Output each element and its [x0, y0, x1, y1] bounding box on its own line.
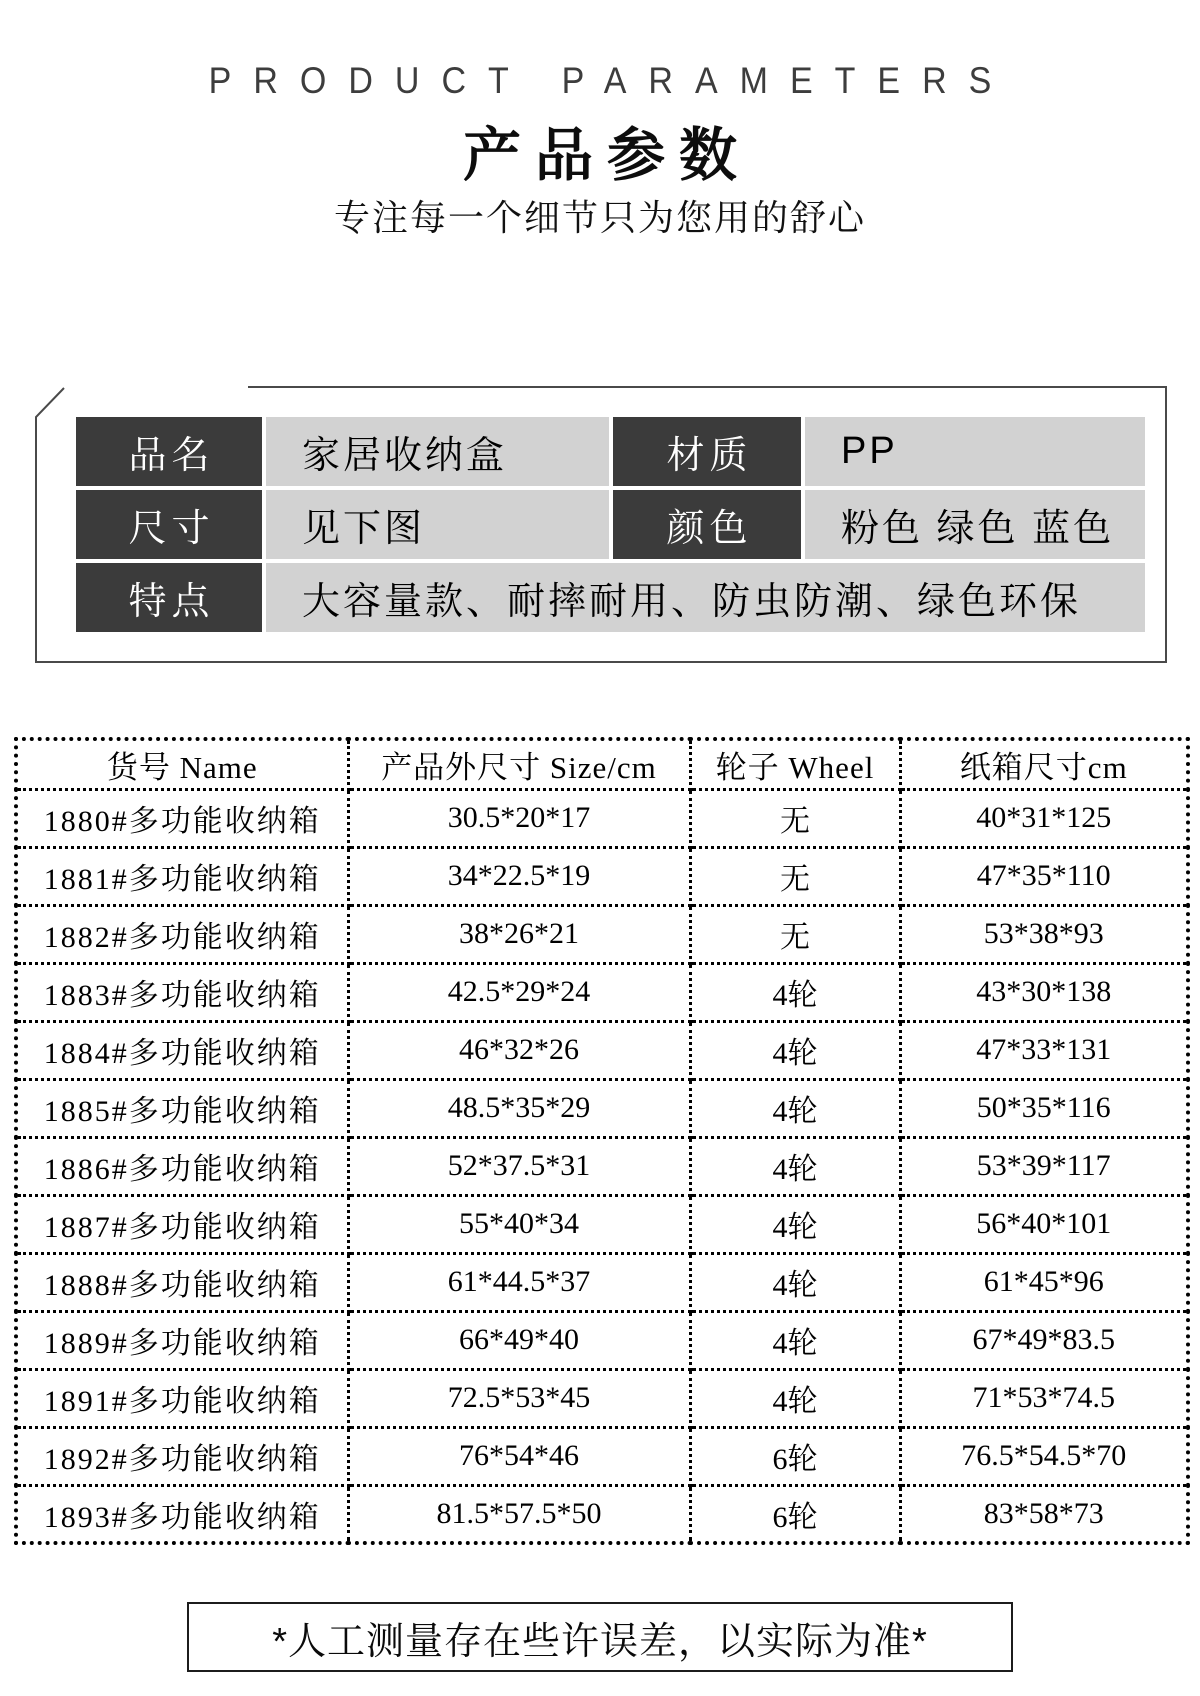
cell-wheel: 6轮 — [690, 1427, 900, 1485]
table-row — [16, 1427, 1188, 1485]
cell-item-no: 1884#多功能收纳箱 — [16, 1021, 348, 1079]
cell-item-no: 1883#多功能收纳箱 — [16, 963, 348, 1021]
cell-wheel: 4轮 — [690, 1253, 900, 1311]
table-row — [16, 1369, 1188, 1427]
table-row — [16, 905, 1188, 963]
table-row — [16, 1079, 1188, 1137]
cell-outer-size: 66*49*40 — [348, 1311, 690, 1369]
cell-outer-size: 48.5*35*29 — [348, 1079, 690, 1137]
spec-label-product-name: 品名 — [76, 417, 262, 486]
cell-item-no: 1887#多功能收纳箱 — [16, 1195, 348, 1253]
cell-outer-size: 81.5*57.5*50 — [348, 1485, 690, 1543]
spec-value-features: 大容量款、耐摔耐用、防虫防潮、绿色环保 — [266, 563, 1145, 632]
cell-outer-size: 55*40*34 — [348, 1195, 690, 1253]
cell-outer-size: 38*26*21 — [348, 905, 690, 963]
size-table — [14, 737, 1190, 1545]
cell-item-no: 1888#多功能收纳箱 — [16, 1253, 348, 1311]
cell-carton-size: 47*33*131 — [900, 1021, 1188, 1079]
cell-wheel: 4轮 — [690, 1369, 900, 1427]
cell-outer-size: 52*37.5*31 — [348, 1137, 690, 1195]
cell-outer-size: 76*54*46 — [348, 1427, 690, 1485]
cell-outer-size: 34*22.5*19 — [348, 847, 690, 905]
disclaimer-text: *人工测量存在些许误差，以实际为准* — [272, 1620, 928, 1663]
cell-item-no: 1893#多功能收纳箱 — [16, 1485, 348, 1543]
col-header-item-no: 货号 Name — [16, 739, 348, 789]
cell-wheel: 4轮 — [690, 963, 900, 1021]
cell-item-no: 1889#多功能收纳箱 — [16, 1311, 348, 1369]
cell-item-no: 1891#多功能收纳箱 — [16, 1369, 348, 1427]
table-row — [16, 963, 1188, 1021]
col-header-outer-size: 产品外尺寸 Size/cm — [348, 739, 690, 789]
cell-carton-size: 56*40*101 — [900, 1195, 1188, 1253]
cell-carton-size: 83*58*73 — [900, 1485, 1188, 1543]
table-header-row — [16, 739, 1188, 789]
cell-item-no: 1880#多功能收纳箱 — [16, 789, 348, 847]
cell-outer-size: 42.5*29*24 — [348, 963, 690, 1021]
cell-carton-size: 53*38*93 — [900, 905, 1188, 963]
spec-label-features: 特点 — [76, 563, 262, 632]
cell-carton-size: 61*45*96 — [900, 1253, 1188, 1311]
eyebrow-heading: PRODUCT PARAMETERS — [208, 60, 1014, 102]
cell-carton-size: 76.5*54.5*70 — [900, 1427, 1188, 1485]
spec-label-size: 尺寸 — [76, 490, 262, 559]
table-row — [16, 1137, 1188, 1195]
cell-outer-size: 30.5*20*17 — [348, 789, 690, 847]
cell-wheel: 4轮 — [690, 1021, 900, 1079]
table-row — [16, 1253, 1188, 1311]
cell-wheel: 4轮 — [690, 1137, 900, 1195]
spec-box — [0, 380, 1200, 680]
cell-carton-size: 40*31*125 — [900, 789, 1188, 847]
table-row — [16, 1195, 1188, 1253]
spec-value-size: 见下图 — [266, 490, 609, 559]
spec-label-color: 颜色 — [613, 490, 801, 559]
page-subtitle: 专注每一个细节只为您用的舒心 — [333, 197, 866, 238]
table-row — [16, 1485, 1188, 1543]
cell-wheel: 无 — [690, 789, 900, 847]
cell-carton-size: 47*35*110 — [900, 847, 1188, 905]
table-row — [16, 1311, 1188, 1369]
cell-wheel: 4轮 — [690, 1079, 900, 1137]
col-header-carton-size: 纸箱尺寸cm — [900, 739, 1188, 789]
page-title: 产品参数 — [462, 123, 751, 188]
cell-outer-size: 61*44.5*37 — [348, 1253, 690, 1311]
cell-item-no: 1886#多功能收纳箱 — [16, 1137, 348, 1195]
cell-outer-size: 72.5*53*45 — [348, 1369, 690, 1427]
cell-wheel: 无 — [690, 847, 900, 905]
cell-item-no: 1885#多功能收纳箱 — [16, 1079, 348, 1137]
cell-outer-size: 46*32*26 — [348, 1021, 690, 1079]
cell-carton-size: 71*53*74.5 — [900, 1369, 1188, 1427]
cell-item-no: 1892#多功能收纳箱 — [16, 1427, 348, 1485]
cell-carton-size: 53*39*117 — [900, 1137, 1188, 1195]
cell-wheel: 4轮 — [690, 1311, 900, 1369]
spec-value-product-name: 家居收纳盒 — [266, 417, 609, 486]
cell-wheel: 无 — [690, 905, 900, 963]
col-header-wheel: 轮子 Wheel — [690, 739, 900, 789]
cell-wheel: 6轮 — [690, 1485, 900, 1543]
table-row — [16, 1021, 1188, 1079]
cell-carton-size: 43*30*138 — [900, 963, 1188, 1021]
spec-value-color: 粉色 绿色 蓝色 — [805, 490, 1145, 559]
cell-wheel: 4轮 — [690, 1195, 900, 1253]
cell-item-no: 1881#多功能收纳箱 — [16, 847, 348, 905]
cell-carton-size: 67*49*83.5 — [900, 1311, 1188, 1369]
cell-carton-size: 50*35*116 — [900, 1079, 1188, 1137]
table-row — [16, 847, 1188, 905]
spec-value-material: PP — [805, 417, 1145, 486]
spec-label-material: 材质 — [613, 417, 801, 486]
disclaimer-box — [187, 1602, 1013, 1672]
cell-item-no: 1882#多功能收纳箱 — [16, 905, 348, 963]
table-row — [16, 789, 1188, 847]
